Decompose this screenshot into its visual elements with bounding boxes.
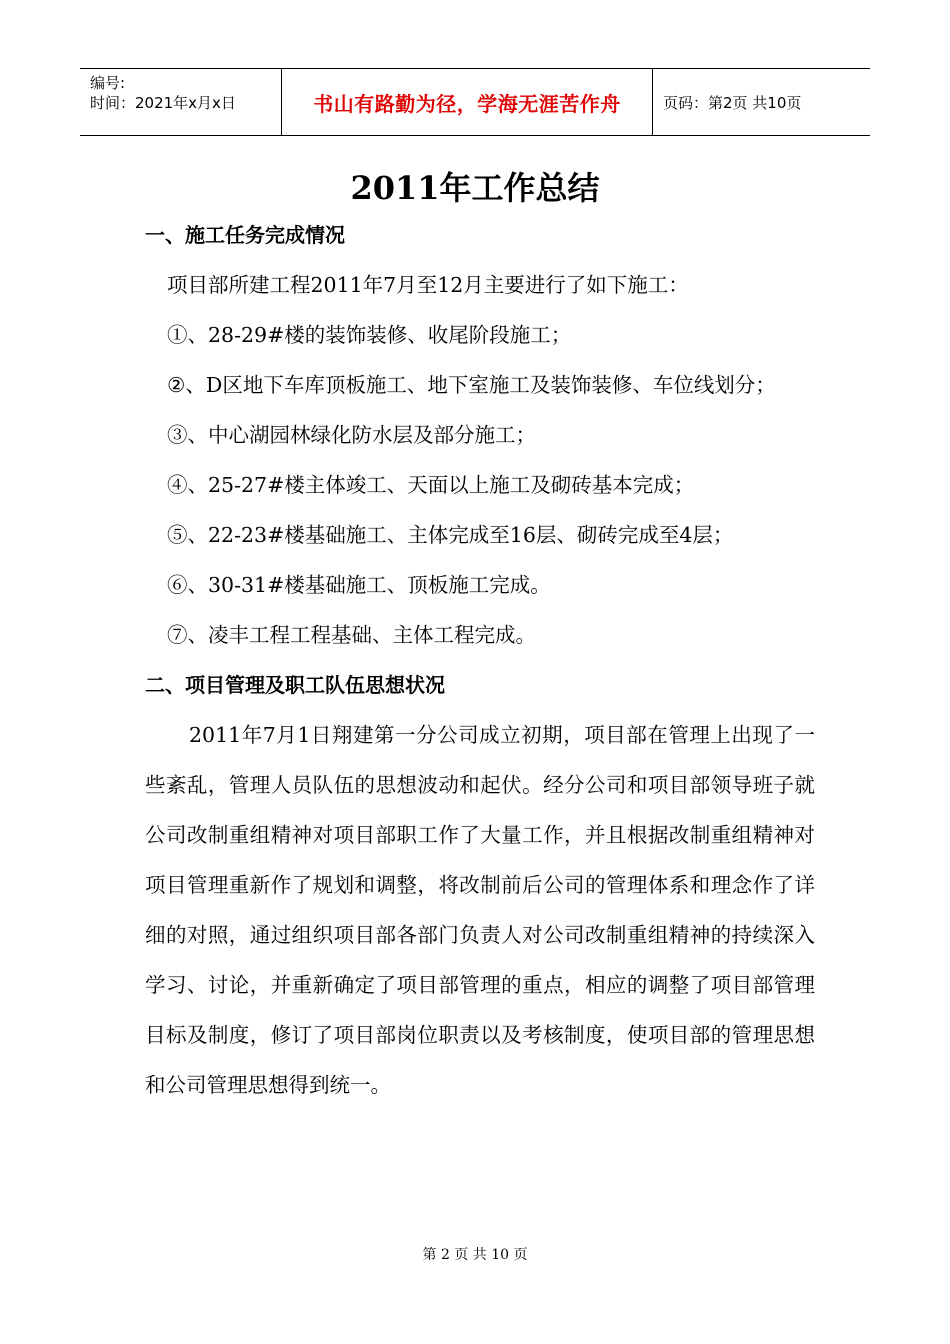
body-paragraph: 2011年7月1日翔建第一分公司成立初期，项目部在管理上出现了一些紊乱，管理人员队伍的思想波动和起伏。经分公司和项目部领导班子就公司改制重组精神对项目部职工作了大量工作，并且根据改制重组精神对项目管理重新作了规划和调整，将改制前后公司的管理体系和理念作了详细的对照，通过组织项目部各部门负责人对公司改制重组精神的持续深入学习、讨论，并重新确定了项目部管理的重点，相应的调整了项目部管理目标及制度，修订了项目部岗位职责以及考核制度，使项目部的管理思想和公司管理思想得到统一。 [145,723,815,1097]
document-body [145,210,815,1110]
number-label: 编号: [90,74,126,92]
header-page-info: 页码：第2页 共10页 [663,93,802,112]
section-heading: 一、施工任务完成情况 [145,223,345,247]
list-item: ③、中心湖园林绿化防水层及部分施工； [167,423,536,447]
list-item: ⑤、22-23#楼基础施工、主体完成至16层、砌砖完成至4层； [167,523,734,547]
list-item: ⑥、30-31#楼基础施工、顶板施工完成。 [167,573,551,597]
section-heading: 二、项目管理及职工队伍思想状况 [145,673,445,697]
list-item: ⑦、凌丰工程工程基础、主体工程完成。 [167,623,536,647]
header-motto: 书山有路勤为径，学海无涯苦作舟 [282,69,653,135]
document-header [80,68,870,136]
page-footer: 第 2 页 共 10 页 [422,1247,528,1263]
list-item: ②、D区地下车库顶板施工、地下室施工及装饰装修、车位线划分； [167,373,776,397]
list-item: ④、25-27#楼主体竣工、天面以上施工及砌砖基本完成； [167,473,695,497]
section-intro: 项目部所建工程2011年7月至12月主要进行了如下施工： [167,273,689,297]
header-meta [80,69,282,135]
list-item: ①、28-29#楼的装饰装修、收尾阶段施工； [167,323,572,347]
document-title: 2011年工作总结 [350,169,600,207]
time-label: 时间：2021年x月x日 [90,94,236,112]
